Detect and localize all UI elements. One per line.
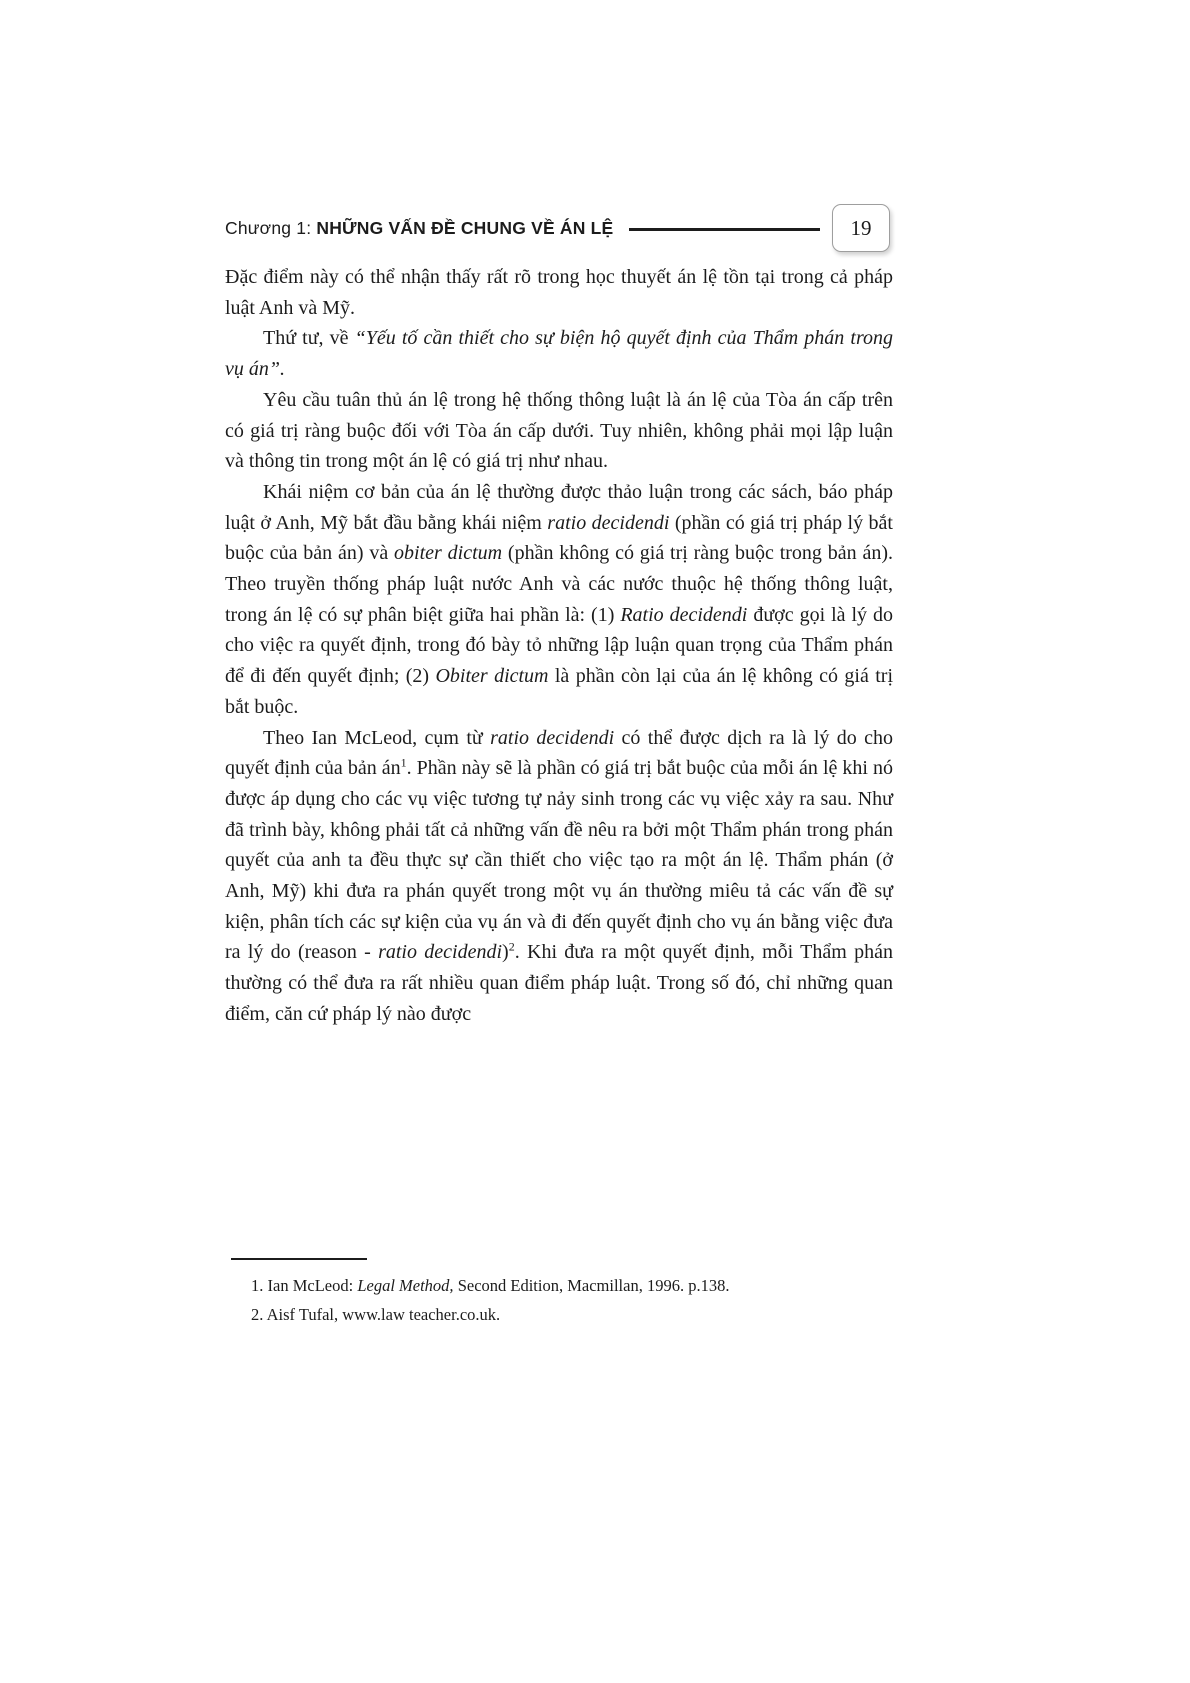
footnote: 2. Aisf Tufal, www.law teacher.co.uk. — [251, 1304, 501, 1324]
page-header — [225, 204, 890, 252]
paragraph: Yêu cầu tuân thủ án lệ trong hệ thống thông luật là án lệ của Tòa án cấp trên có giá trị ràng buộc đối với Tòa án cấp dưới. Tuy nhiên, không phải mọi lập luận và thông tin trong một án lệ có giá trị như nhau. — [225, 388, 893, 473]
page-number: 19 — [850, 215, 872, 240]
footnote-separator — [231, 1258, 367, 1260]
footnote-ref: 1 — [400, 755, 407, 770]
footnote-ref: 2 — [508, 939, 515, 954]
chapter-title: NHỮNG VẤN ĐỀ CHUNG VỀ ÁN LỆ — [316, 217, 614, 238]
footnotes — [225, 1258, 893, 1329]
footnote-list — [225, 1272, 893, 1329]
paragraph: Khái niệm cơ bản của án lệ thường được thảo luận trong các sách, báo pháp luật ở Anh, Mỹ bắt đầu bằng khái niệm ratio decidendi (phần có giá trị pháp lý bắt buộc của bản án) và obiter dictum (phần không có giá trị ràng buộc trong bản án). Theo truyền thống pháp luật nước Anh và các nước thuộc hệ thống thông luật, trong án lệ có sự phân biệt giữa hai phần là: (1) Ratio decidendi được gọi là lý do cho việc ra quyết định, trong đó bày tỏ những lập luận quan trọng của Thẩm phán để đi đến quyết định; (2) Obiter dictum là phần còn lại của án lệ không có giá trị bắt buộc. — [225, 480, 893, 718]
footnote: 1. Ian McLeod: Legal Method, Second Edition, Macmillan, 1996. p.138. — [251, 1276, 730, 1295]
paragraph: Đặc điểm này có thể nhận thấy rất rõ trong học thuyết án lệ tồn tại trong cả pháp luật Anh và Mỹ. — [225, 266, 893, 319]
header-rule — [629, 228, 820, 231]
chapter-prefix: Chương 1: — [225, 217, 317, 238]
paragraph: Thứ tư, về “Yếu tố cần thiết cho sự biện hộ quyết định của Thẩm phán trong vụ án”. — [225, 327, 893, 381]
page-number-badge — [832, 204, 890, 252]
paragraph: Theo Ian McLeod, cụm từ ratio decidendi có thể được dịch ra là lý do cho quyết định của bản $án^1$. Phần này sẽ là phần có giá trị bắt buộc của mỗi án lệ khi nó được áp dụng cho các vụ việc tương tự nảy sinh trong các vụ việc xảy ra sau. Như đã trình bày, không phải tất cả những vấn đề nêu ra bởi một Thẩm phán trong phán quyết của anh ta đều thực sự cần thiết cho việc tạo ra một án lệ. Thẩm phán (ở Anh, Mỹ) khi đưa ra phán quyết trong một vụ án thường miêu tả các vấn đề sự kiện, phân tích các sự kiện của vụ án và đi đến quyết định cho vụ án bằng việc đưa ra lý do (reason - ratio decidendi)$^2$. Khi đưa ra một quyết định, mỗi Thẩm phán thường có thể đưa ra rất nhiều quan điểm pháp luật. Trong số đó, chỉ những quan điểm, căn cứ pháp lý nào được — [225, 726, 894, 1025]
body-text — [225, 262, 893, 1030]
chapter-heading — [225, 218, 613, 239]
